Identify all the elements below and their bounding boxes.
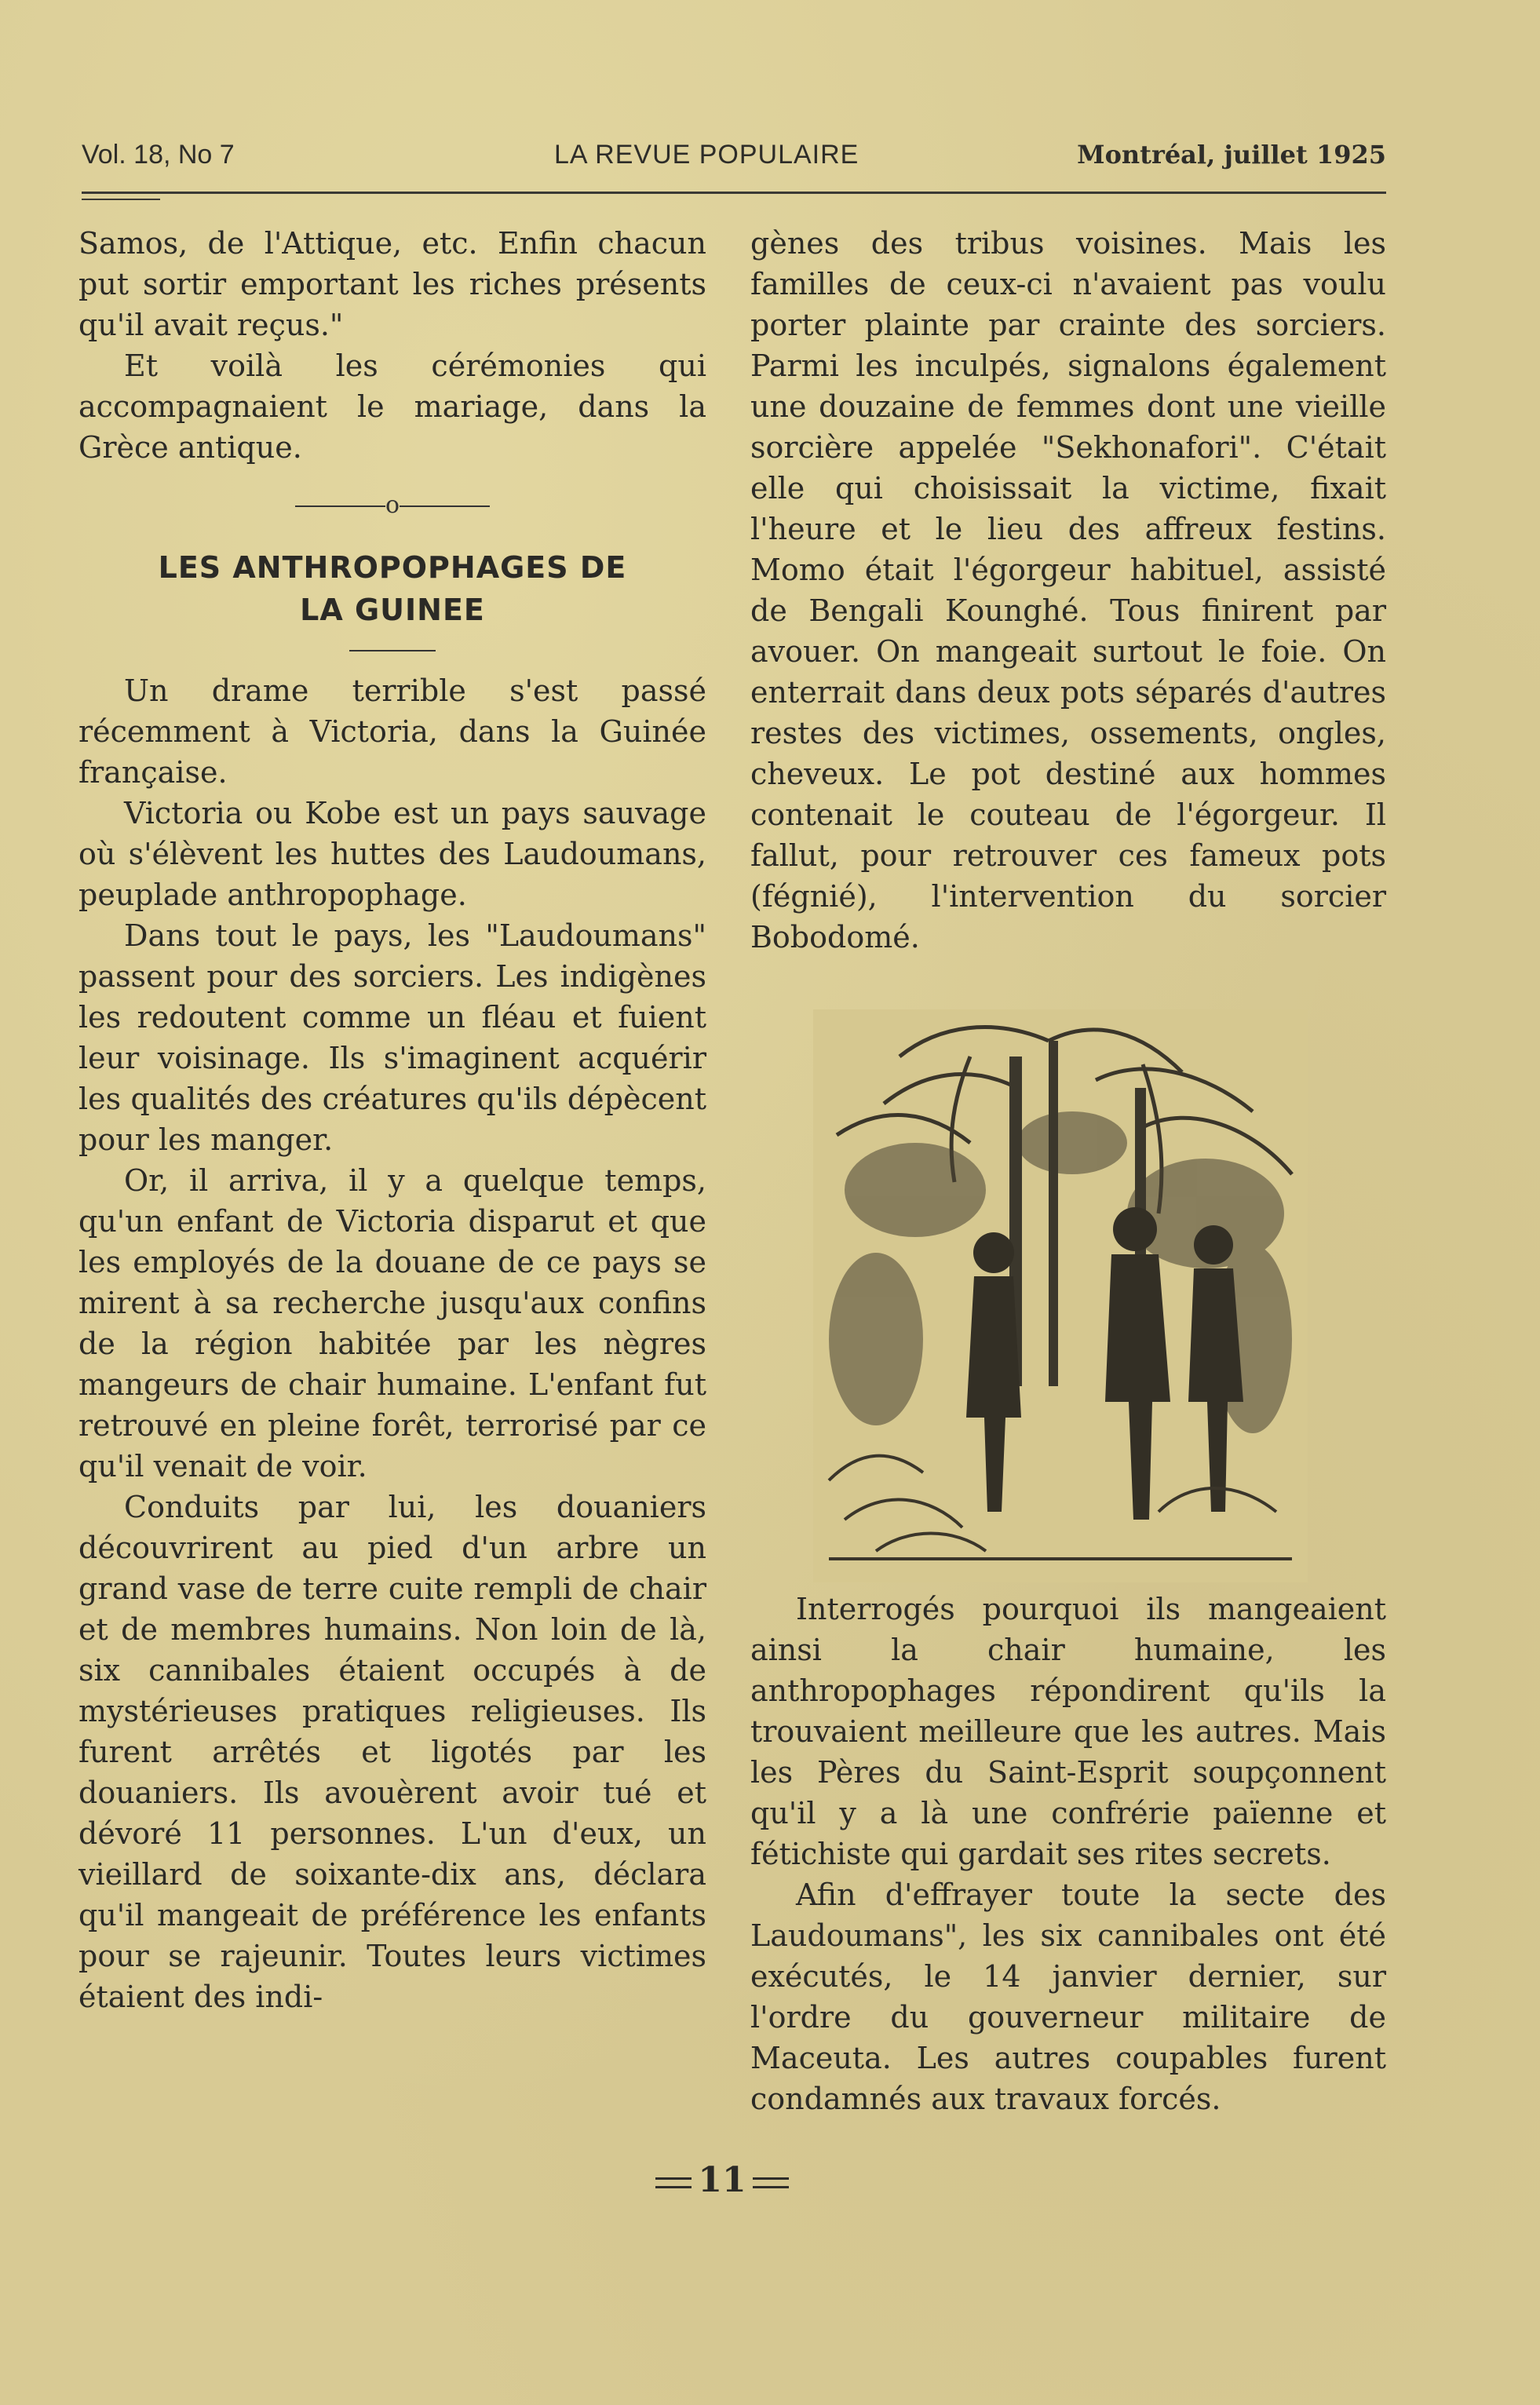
header-rule-accent <box>82 199 160 200</box>
article-paragraph: Un drame terrible s'est passé récemment à Victoria, dans la Guinée française. <box>78 673 706 790</box>
page-number <box>636 2160 808 2200</box>
section-separator <box>78 491 706 520</box>
page-number-value: 11 <box>698 2160 746 2200</box>
page-number-ornament <box>655 2177 692 2188</box>
right-column-bottom <box>750 1589 1386 2119</box>
header-rule <box>82 192 1386 194</box>
separator-line <box>295 505 385 507</box>
article-paragraph: gènes des tribus voisines. Mais les familles de ceux-ci n'avaient pas voulu porter plainte par crainte des sorciers. Parmi les inculpés, signalons également une douzaine de femmes dont une vieille sorcière appelée "Sekhonafori". C'était elle qui choisissait la victime, fixait l'heure et le lieu des affreux festins. Momo était l'égorgeur habituel, assisté de Bengali Kounghé. Tous finirent par avouer. On mangeait surtout le foie. On enterrait dans deux pots séparés d'autres restes des victimes, ossements, ongles, cheveux. Le pot destiné aux hommes contenait le couteau de l'égorgeur. Il fallut, pour retrouver ces fameux pots (fégnié), l'intervention du sorcier Bobodomé. <box>750 226 1386 954</box>
issue-date: Montréal, juillet 1925 <box>1077 140 1386 170</box>
continuation-paragraph: Samos, de l'Attique, etc. Enfin chacun put sortir emportant les riches présents qu'il avait reçus." <box>78 226 706 342</box>
article-paragraph: Conduits par lui, les douaniers découvrirent au pied d'un arbre un grand vase de terre cuite rempli de chair et de membres humains. Non loin de là, six cannibales étaient occupés à de mystérieuses pratiques religieuses. Ils furent arrêtés et ligotés par les douaniers. Ils avouèrent avoir tué et dévoré 11 personnes. L'un d'eux, un vieillard de soixante-dix ans, déclara qu'il mangeait de préférence les enfants pour se rajeunir. Toutes leurs victimes étaient des indi- <box>78 1490 706 2014</box>
separator-mark: o <box>385 491 400 519</box>
article-paragraph: Or, il arriva, il y a quelque temps, qu'un enfant de Victoria disparut et que les employés de la douane de ce pays se mirent à sa recherche jusqu'aux confins de la région habitée par les nègres mangeurs de chair humaine. L'enfant fut retrouvé en pleine forêt, terrorisé par ce qu'il venait de voir. <box>78 1163 706 1484</box>
left-column <box>78 223 706 2017</box>
page-header <box>82 140 1386 179</box>
article-title: LES ANTHROPOPHAGES DE LA GUINEE <box>158 550 627 627</box>
continuation-paragraph: Et voilà les cérémonies qui accompagnaient le mariage, dans la Grèce antique. <box>78 349 706 465</box>
volume-number: Vol. 18, No 7 <box>82 140 235 170</box>
jungle-illustration <box>813 1009 1308 1582</box>
article-paragraph: Interrogés pourquoi ils mangeaient ainsi la chair humaine, les anthropophages répondirent qu'ils la trouvaient meilleure que les autres. Mais les Pères du Saint-Esprit soupçonnent qu'il y a là une confrérie païenne et fétichiste qui gardait ses rites secrets. <box>750 1592 1386 1871</box>
article-paragraph: Afin d'effrayer toute la secte des Laudoumans", les six cannibales ont été exécutés, le 14 janvier dernier, sur l'ordre du gouverneur militaire de Maceuta. Les autres coupables furent condamnés aux travaux forcés. <box>750 1878 1386 2116</box>
publication-title: LA REVUE POPULAIRE <box>554 140 859 170</box>
article-paragraph: Victoria ou Kobe est un pays sauvage où s'élèvent les huttes des Laudoumans, peuplade anthropophage. <box>78 796 706 912</box>
title-rule <box>349 650 436 651</box>
article-paragraph: Dans tout le pays, les "Laudoumans" passent pour des sorciers. Les indigènes les redoutent comme un fléau et fuient leur voisinage. Ils s'imaginent acquérir les qualités des créatures qu'ils dépècent pour les manger. <box>78 918 706 1157</box>
right-column-top <box>750 223 1386 958</box>
page-number-ornament <box>753 2177 789 2188</box>
separator-line <box>400 505 490 507</box>
